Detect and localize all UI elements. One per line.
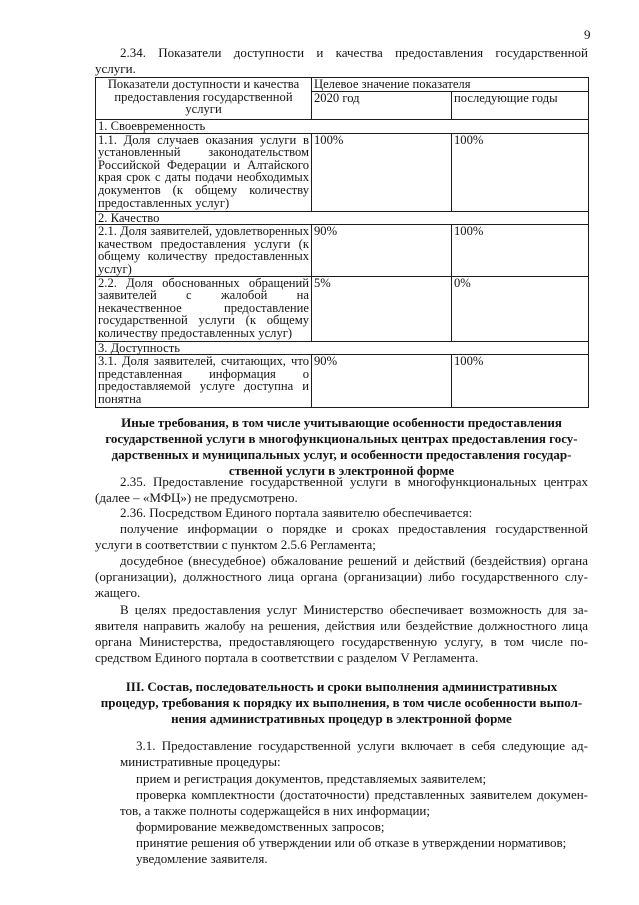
group-title: 1. Своевременность xyxy=(96,120,589,134)
header-target-value: Целевое значение показателя xyxy=(312,78,589,92)
value-2020: 90% xyxy=(312,355,452,408)
page-number: 9 xyxy=(584,27,591,42)
procedure-item: принятие решения об утверждении или об отказе в утверждении нормативов; xyxy=(136,835,567,850)
value-2020: 100% xyxy=(312,133,452,211)
group-title: 2. Качество xyxy=(96,211,589,225)
indicator-text: 1.1. Доля случаев оказания услуги в установленный законодательством Российской Федерации и Алтайского края срок с даты подачи необходимых документов (к общему количеству предоставленных услуг) xyxy=(96,133,312,211)
header-indicator: Показатели доступности и качества предоставления государственной услуги xyxy=(96,78,312,120)
value-next-years: 100% xyxy=(452,225,589,276)
header-next-years: последующие годы xyxy=(452,92,589,120)
indicator-text: 2.1. Доля заявителей, удовлетворенных качеством предоставления услуги (к общему количеству предоставленных услуг) xyxy=(96,225,312,276)
value-2020: 5% xyxy=(312,276,452,341)
indicator-text: 3.1. Доля заявителей, считающих, что представленная информация о предоставляемой услуге доступна и понятна xyxy=(96,355,312,408)
value-next-years: 100% xyxy=(452,133,589,211)
section-2-34-line1: 2.34. Показатели доступности и качества предоставления государственной xyxy=(120,45,588,60)
procedure-item: уведомление заявителя. xyxy=(136,851,268,866)
indicators-table xyxy=(95,77,589,408)
header-year-2020: 2020 год xyxy=(312,92,452,120)
value-2020: 90% xyxy=(312,225,452,276)
paragraph-2-36: 2.36. Посредством Единого портала заявителю обеспечивается: xyxy=(120,505,473,520)
procedure-item: формирование межведомственных запросов; xyxy=(136,819,385,834)
indicator-text: 2.2. Доля обоснованных обращений заявителей с жалобой на некачественное предоставление государственной услуги (к общему количеству предоставленных услуг) xyxy=(96,276,312,341)
value-next-years: 100% xyxy=(452,355,589,408)
group-title: 3. Доступность xyxy=(96,341,589,355)
section-2-34-line2: услуги. xyxy=(95,61,136,76)
procedure-item: прием и регистрация документов, представляемых заявителем; xyxy=(136,771,487,786)
value-next-years: 0% xyxy=(452,276,589,341)
